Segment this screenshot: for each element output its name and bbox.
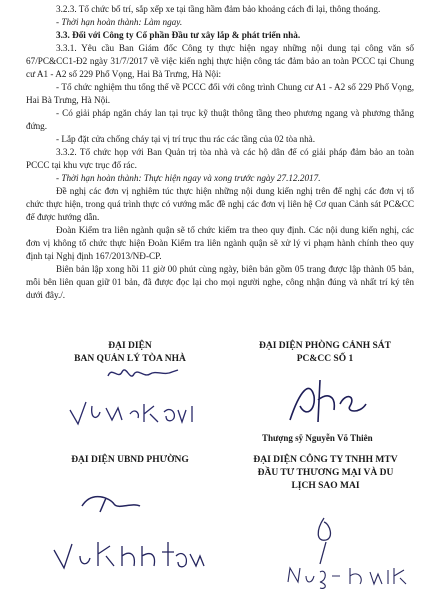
handwritten-signature-building-management — [60, 362, 220, 432]
signature-block-ward-committee — [40, 454, 220, 467]
deadline-immediate: - Thời hạn hoàn thành: Làm ngay. — [56, 17, 183, 27]
bullet-fire-spread: - Có giải pháp ngăn cháy lan tại trục kỹ thuật thông tầng theo phương ngang và phương thẳng đứng. — [26, 108, 414, 131]
paragraph-request: Đề nghị các đơn vị nghiêm túc thực hiện những nội dung kiến nghị trên để nghị các đơn vị tổ chức thực hiện, trong quá trình thực có vướng mắc đề nghị các đơn vị liên hệ Cơ quan Cảnh sát PC&CC để được hướng dẫn. — [26, 186, 414, 222]
document-body — [26, 3, 414, 302]
section-3-3-heading: 3.3. Đối với Công ty Cổ phần Đầu tư xây lắp & phát triển nhà. — [56, 30, 301, 40]
signature-title: ĐẠI DIỆN CÔNG TY TNHH MTV — [253, 455, 398, 465]
signature-title: LỊCH SAO MAI — [291, 481, 360, 491]
police-officer-name: Thượng sỹ Nguyễn Võ Thiên — [262, 433, 373, 443]
handwritten-signature-sao-mai-company — [280, 498, 420, 598]
signature-title: ĐẦU TƯ THƯƠNG MẠI VÀ DU — [257, 468, 394, 478]
bullet-acceptance: - Tổ chức nghiệm thu tổng thể về PCCC đối với công trình Chung cư A1 - A2 số 229 Phố Vọng, Hai Bà Trưng, Hà Nội. — [26, 82, 414, 105]
deadline-date: - Thời hạn hoàn thành: Thực hiện ngay và xong trước ngày 27.12.2017. — [56, 173, 321, 183]
handwritten-signature-ward-committee — [40, 476, 210, 576]
signature-title: BAN QUẢN LÝ TÒA NHÀ — [74, 354, 186, 364]
paragraph-closing: Biên bản lập xong hồi 11 giờ 00 phút cùng ngày, biên bản gồm 05 trang được lập thành 05 bản, mỗi bên liên quan giữ 01 bản, đã được đọc lại cho mọi người nghe, công nhận đúng và nhất trí ký tên dưới đây./. — [26, 264, 414, 300]
paragraph-3-3-2: 3.3.2. Tổ chức họp với Ban Quản trị tòa nhà và các hộ dân để có giải pháp đảm bảo an toàn PCCC tại khu vực trục đổ rác. — [26, 147, 414, 170]
bullet-fire-door: - Lắp đặt cửa chống cháy tại vị trí trục thu rác các tầng của 02 tòa nhà. — [56, 134, 316, 144]
paragraph-3-3-1: 3.3.1. Yêu cầu Ban Giám đốc Công ty thực hiện ngay những nội dung tại công văn số 67/PC&CC1-Đ2 ngày 31/7/2017 về việc kiến nghị thực hiện công tác đảm bảo an toàn PCCC tại Chung cư A1 - A2 số 229 Phố Vọng, Hai Bà Trưng, Hà Nội: — [26, 43, 414, 79]
paragraph-inspection: Đoàn Kiểm tra liên ngành quận sẽ tổ chức kiểm tra theo quy định. Các nội dung kiến nghị, các đơn vị không tổ chức thực hiện Đoàn Kiểm tra liên ngành quận sẽ xử lý vi phạm hành chính theo quy định tại Nghị định 167/2013/NĐ-CP. — [26, 225, 414, 261]
signature-block-fire-police — [230, 340, 420, 366]
signature-title: PC&CC SỐ 1 — [296, 354, 354, 364]
handwritten-signature-fire-police — [270, 370, 380, 430]
signature-block-sao-mai-company — [228, 454, 423, 493]
paragraph-3-2-3: 3.2.3. Tổ chức bố trí, sắp xếp xe tại tầng hầm đảm bảo khoảng cách đi lại, thông thoáng. — [56, 4, 381, 14]
signature-title: ĐẠI DIỆN — [108, 341, 152, 351]
signature-title: ĐẠI DIỆN UBND PHƯỜNG — [71, 455, 189, 465]
signature-title: ĐẠI DIỆN PHÒNG CẢNH SÁT — [259, 341, 391, 351]
